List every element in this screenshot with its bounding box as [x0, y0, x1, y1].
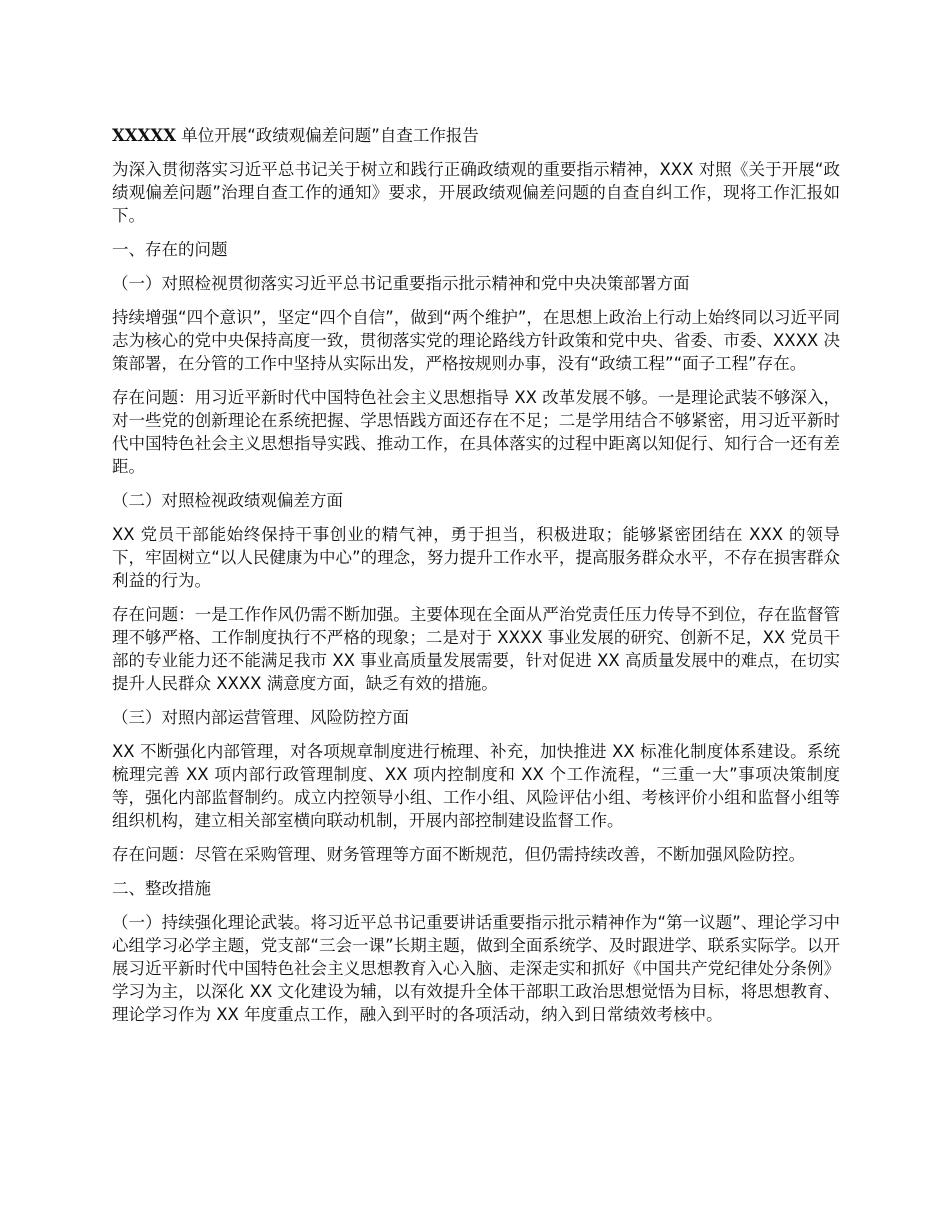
- intro-paragraph: 为深入贯彻落实习近平总书记关于树立和践行正确政绩观的重要指示精神，XXX 对照《关于开展“政绩观偏差问题”治理自查工作的通知》要求，开展政绩观偏差问题的自查自纠工作，现将工作汇报如下。: [112, 160, 840, 225]
- paragraph-2-2: 存在问题：一是工作作风仍需不断加强。主要体现在全面从严治党责任压力传导不到位，存在监督管理不够严格、工作制度执行不严格的现象；二是对于 XXXX 事业发展的研究、创新不足，XX 党员干部的专业能力还不能满足我市 XX 事业高质量发展需要，针对促进 XX 高质量发展中的难点，在切实提升人民群众 XXXX 满意度方面，缺乏有效的措施。: [112, 605, 840, 693]
- subsection-heading-3: （三）对照内部运营管理、风险防控方面: [112, 708, 409, 727]
- paragraph-3-1: XX 不断强化内部管理，对各项规章制度进行梳理、补充，加快推进 XX 标准化制度体系建设。系统梳理完善 XX 项内部行政管理制度、XX 项内控制度和 XX 个工作流程，“三重一大”事项决策制度等，强化内部监督制约。成立内控领导小组、工作小组、风险评估小组、考核评价小组和监督小组等组织机构，建立相关部室横向联动机制，开展内部控制建设监督工作。: [112, 742, 840, 830]
- document-page: [112, 124, 840, 1037]
- paragraph-1-1: 持续增强“四个意识”，坚定“四个自信”，做到“两个维护”，在思想上政治上行动上始终同以习近平同志为核心的党中央保持高度一致，贯彻落实党的理论路线方针政策和党中央、省委、市委、XXXX 决策部署，在分管的工作中坚持从实际出发，严格按规则办事，没有“政绩工程”“面子工程”存在。: [112, 308, 840, 373]
- paragraph-3-2: 存在问题：尽管在采购管理、财务管理等方面不断规范，但仍需持续改善，不断加强风险防控。: [112, 845, 805, 864]
- paragraph-2-1: XX 党员干部能始终保持干事创业的精气神，勇于担当，积极进取；能够紧密团结在 XXX 的领导下，牢固树立“以人民健康为中心”的理念，努力提升工作水平，提高服务群众水平，不存在损害群众利益的行为。: [112, 525, 840, 590]
- paragraph-measures-1: （一）持续强化理论武装。将习近平总书记重要讲话重要指示批示精神作为“第一议题”、理论学习中心组学习必学主题，党支部“三会一课”长期主题，做到全面系统学、及时跟进学、联系实际学。以开展习近平新时代中国特色社会主义思想教育入心入脑、走深走实和抓好《中国共产党纪律处分条例》学习为主，以深化 XX 文化建设为辅，以有效提升全体干部职工政治思想觉悟为目标，将思想教育、理论学习作为 XX 年度重点工作，融入到平时的各项活动，纳入到日常绩效考核中。: [112, 913, 840, 1024]
- subsection-heading-2: （二）对照检视政绩观偏差方面: [112, 491, 343, 510]
- title-rest: 单位开展“政绩观偏差问题”自查工作报告: [176, 126, 479, 145]
- title-lead: XXXXX: [112, 126, 177, 145]
- document-title: [112, 124, 840, 147]
- section-heading-problems: 一、存在的问题: [112, 240, 228, 259]
- paragraph-1-2: 存在问题：用习近平新时代中国特色社会主义思想指导 XX 改革发展不够。一是理论武装不够深入，对一些党的创新理论在系统把握、学思悟践方面还存在不足；二是学用结合不够紧密，用习近平新时代中国特色社会主义思想指导实践、推动工作，在具体落实的过程中距离以知促行、知行合一还有差距。: [112, 388, 840, 476]
- subsection-heading-1: （一）对照检视贯彻落实习近平总书记重要指示批示精神和党中央决策部署方面: [112, 274, 690, 293]
- section-heading-measures: 二、整改措施: [112, 879, 211, 898]
